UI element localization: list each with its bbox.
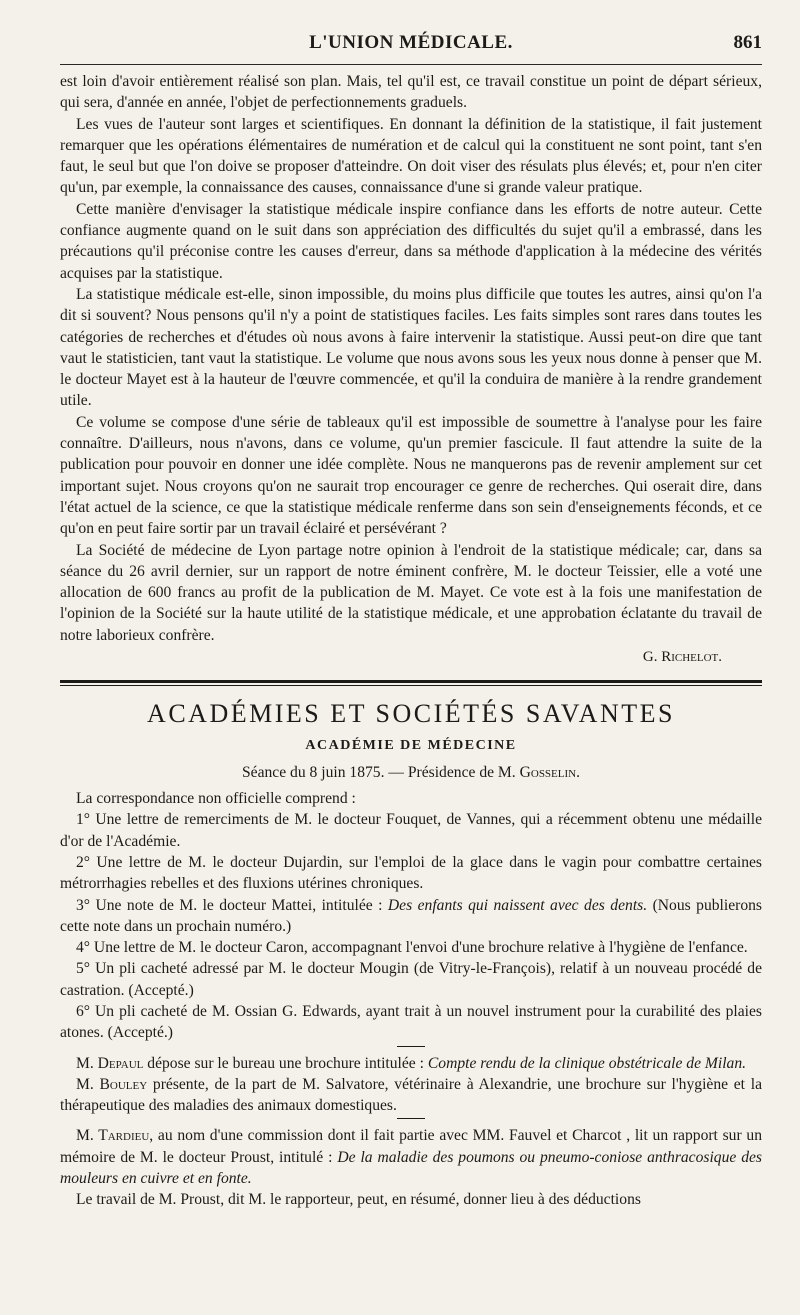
article-body — [60, 71, 762, 1211]
review-paragraph-6: La Société de médecine de Lyon partage notre opinion à l'endroit de la statistique médicale; car, dans sa séance du 26 avril dernier, sur un rapport de notre éminent confrère, M. le docteur Teissier, elle a voté une allocation de 600 francs au profit de la publication de M. Mayet. Ce vote est à la fois une manifestation de l'opinion de la Société sur la haute utilité de la statistique médicale, et une approbation éclatante du travail de notre laborieux confrère. — [60, 541, 762, 644]
short-divider — [397, 1046, 425, 1047]
reporter-name: M. Tardieu — [76, 1127, 150, 1145]
presentation-text: dépose sur le bureau une brochure intitulée : — [147, 1054, 424, 1072]
journal-title: L'UNION MÉDICALE. — [309, 32, 513, 53]
presenter-name: M. Depaul — [76, 1054, 144, 1072]
report-title: De la maladie des poumons ou pneumo-coniose anthracosique des mouleurs en cuivre et en fonte. — [60, 1148, 762, 1188]
author-signature: G. Richelot. — [642, 649, 722, 666]
presentation-bouley — [60, 1074, 762, 1117]
report-text: , au nom d'une commission dont il fait partie avec MM. Fauvel et Charcot , lit un rapport sur un mémoire de M. le docteur Proust, intitulé : — [60, 1127, 762, 1166]
session-president: Gosselin. — [519, 764, 580, 782]
page-number: 861 — [733, 32, 762, 53]
short-divider — [397, 1118, 425, 1119]
review-paragraph-5: Ce volume se compose d'une série de tableaux qu'il est impossible de soumettre à l'analyse pour les faire connaître. D'ailleurs, nous n'avons, dans ce volume, qu'un premier fascicule. Il faut attendre la suite de la publication pour pouvoir en donner une idée complète. Nous ne manquerons pas de revenir amplement sur cet important sujet. Nous croyons qu'on ne saurait trop encourager ce genre de recherches. Qui oserait dire, dans l'état actuel de la science, ce que la statistique médicale renferme dans son sein d'enseignements féconds, et ce qu'on en peut faire sortir par un travail éclairé et persévérant ? — [60, 413, 762, 538]
report-tardieu — [60, 1125, 762, 1189]
correspondence-item-5: 5° Un pli cacheté adressé par M. le docteur Mougin (de Vitry-le-François), relatif à un nouveau procédé de castration. (Accepté.) — [60, 960, 762, 999]
presentation-title: Compte rendu de la clinique obstétricale de Milan. — [427, 1054, 747, 1072]
review-paragraph-3: Cette manière d'envisager la statistique médicale inspire confiance dans les efforts de notre auteur. Cette confiance augmente quand on le suit dans son appréciation des difficultés du sujet qu'il a embrassé, dans les précautions qu'il préconise contre les causes d'erreur, dans sa méthode d'application à la médecine des vérités acquises par la statistique. — [60, 200, 762, 282]
item-3-title: Des enfants qui naissent avec des dents. — [387, 896, 648, 914]
session-line — [60, 762, 762, 784]
section-divider — [60, 680, 762, 686]
section-title: ACADÉMIES ET SOCIÉTÉS SAVANTES — [147, 699, 675, 729]
correspondence-item-4: 4° Une lettre de M. le docteur Caron, accompagnant l'envoi d'une brochure relative à l'hygiène de l'enfance. — [76, 939, 748, 957]
review-paragraph-4: La statistique médicale est-elle, sinon impossible, du moins plus difficile que toutes les autres, ainsi qu'on l'a dit si souvent? Nous pensons qu'il n'y a point de statistiques faciles. Les faits simples sont rares dans toutes les catégories de recherches et d'études où nous avons à faire intervenir la statistique. Aussi peut-on dire que tant vaut le statisticien, tant vaut la statistique. Le volume que nous avons sous les yeux nous donne à penser que M. le docteur Mayet est à la hauteur de l'œuvre commencée, et qu'il la conduira de manière à la rendre grandement utile. — [60, 285, 762, 410]
correspondence-intro: La correspondance non officielle comprend : — [76, 790, 356, 808]
session-text: Séance du 8 juin 1875. — Présidence de M. — [242, 764, 516, 782]
presentation-text: présente, de la part de M. Salvatore, vétérinaire à Alexandrie, une brochure sur l'hygiène et la thérapeutique des maladies des animaux domestiques. — [60, 1075, 762, 1115]
review-paragraph-1: est loin d'avoir entièrement réalisé son plan. Mais, tel qu'il est, ce travail constitue un point de départ sérieux, qui sera, d'année en année, l'objet de perfectionnements graduels. — [60, 73, 762, 112]
presentation-depaul — [60, 1053, 762, 1074]
review-paragraph-2: Les vues de l'auteur sont larges et scientifiques. En donnant la définition de la statistique, il fait justement remarquer que les opérations élémentaires de numération et de calcul qui la constituent ne sont point, tant s'en faut, le seul but que l'on doive se proposer d'atteindre. On doit viser des résulats plus élevés; et, pour n'en citer qu'un, par exemple, la connaissance des causes, connaissance d'une si grande valeur pratique. — [60, 115, 762, 197]
presenter-name: M. Bouley — [76, 1075, 148, 1093]
correspondence-item-1: 1° Une lettre de remerciments de M. le docteur Fouquet, de Vannes, qui a récemment obtenu une médaille d'or de l'Académie. — [60, 811, 762, 850]
correspondence-item-6: 6° Un pli cacheté de M. Ossian G. Edwards, ayant trait à un nouvel instrument pour la curabilité des plaies atones. (Accepté.) — [60, 1002, 762, 1042]
item-3-text: 3° Une note de M. le docteur Mattei, intitulée : — [76, 896, 383, 914]
subsection-title: ACADÉMIE DE MÉDECINE — [305, 738, 517, 754]
running-header — [60, 30, 762, 65]
correspondence-item-2: 2° Une lettre de M. le docteur Dujardin, sur l'emploi de la glace dans le vagin pour combattre certaines métrorrhagies rebelles et des fluxions utérines chroniques. — [60, 853, 762, 893]
report-continuation: Le travail de M. Proust, dit M. le rapporteur, peut, en résumé, donner lieu à des déductions — [76, 1191, 641, 1209]
correspondence-item-3 — [60, 895, 762, 938]
item-3-note: (Nous publierons cette note dans un prochain numéro.) — [60, 896, 762, 935]
